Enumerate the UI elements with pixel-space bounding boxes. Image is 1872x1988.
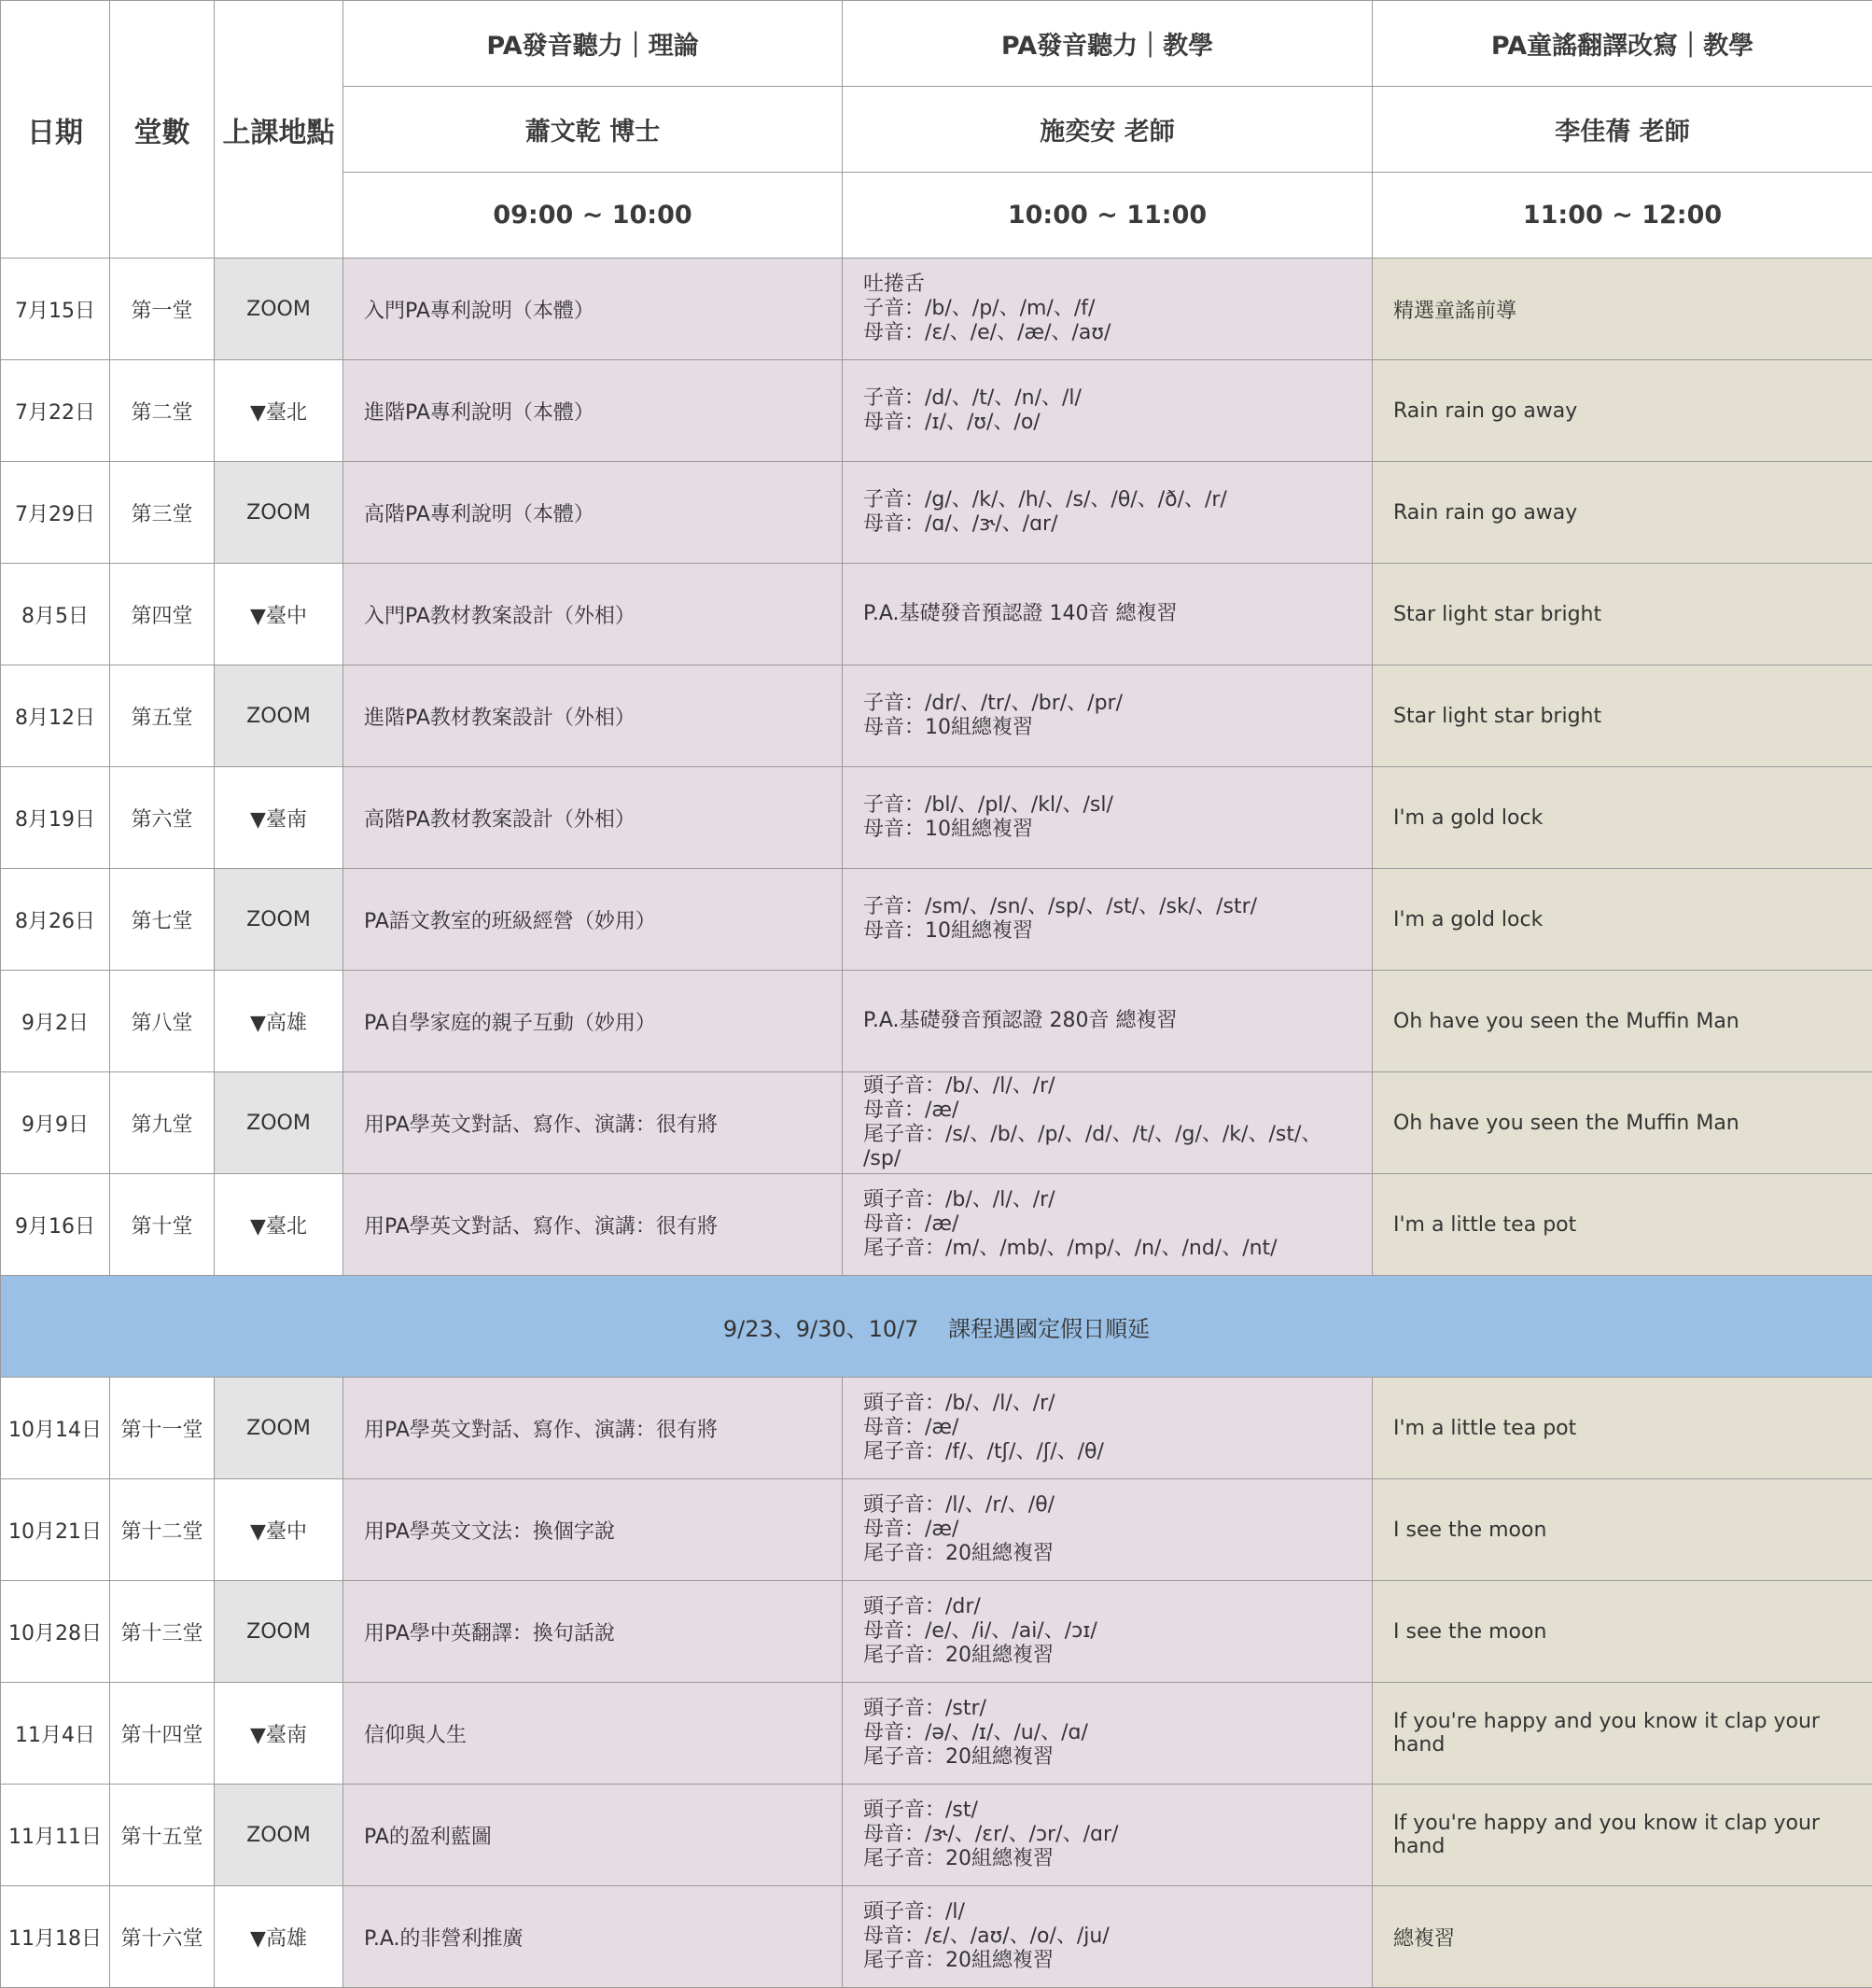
header-rhyme-teacher: 李佳蒨 老師 bbox=[1373, 87, 1872, 173]
teaching-cell bbox=[843, 1479, 1373, 1581]
date-cell: 11月11日 bbox=[1, 1785, 110, 1886]
date-cell: 11月4日 bbox=[1, 1683, 110, 1785]
date-cell: 8月5日 bbox=[1, 564, 110, 665]
teaching-line: 母音：/æ/ bbox=[863, 1212, 959, 1236]
theory-cell: 入門PA專利說明（本體） bbox=[343, 259, 843, 360]
teaching-line: 尾子音：/f/、/tʃ/、/ʃ/、/θ/ bbox=[863, 1440, 1104, 1463]
location-cell: ZOOM bbox=[215, 259, 343, 360]
teaching-cell bbox=[843, 1886, 1373, 1988]
rhyme-cell: I'm a gold lock bbox=[1373, 767, 1872, 869]
session-cell: 第三堂 bbox=[110, 462, 215, 564]
location-cell: ZOOM bbox=[215, 1378, 343, 1479]
teaching-line: 母音：/ɝ/、/ɛr/、/ɔr/、/ɑr/ bbox=[863, 1823, 1119, 1846]
teaching-line: 母音：/æ/ bbox=[863, 1099, 959, 1122]
teaching-cell bbox=[843, 1581, 1373, 1683]
teaching-line: 母音：/æ/ bbox=[863, 1518, 959, 1541]
teaching-line: 子音：/b/、/p/、/m/、/f/ bbox=[863, 297, 1096, 320]
header-teaching-title: PA發音聽力｜教學 bbox=[843, 1, 1373, 87]
teaching-line: 子音：/g/、/k/、/h/、/s/、/θ/、/ð/、/r/ bbox=[863, 488, 1227, 511]
teaching-line: 母音：10組總複習 bbox=[863, 919, 1033, 943]
location-cell: ZOOM bbox=[215, 1785, 343, 1886]
teaching-line: /sp/ bbox=[863, 1147, 901, 1170]
theory-cell: 入門PA教材教案設計（外相） bbox=[343, 564, 843, 665]
header-session: 堂數 bbox=[110, 1, 215, 259]
rhyme-cell: 總複習 bbox=[1373, 1886, 1872, 1988]
rhyme-cell: Star light star bright bbox=[1373, 564, 1872, 665]
rhyme-cell: I'm a gold lock bbox=[1373, 869, 1872, 971]
teaching-line: P.A.基礎發音預認證 140音 總複習 bbox=[863, 602, 1178, 625]
teaching-line: 頭子音：/b/、/l/、/r/ bbox=[863, 1188, 1055, 1211]
theory-cell: 用PA學英文對話、寫作、演講：很有將 bbox=[343, 1174, 843, 1276]
table-row bbox=[1, 1174, 1872, 1276]
table-row bbox=[1, 1479, 1872, 1581]
teaching-line: 母音：/ɑ/、/ɝ/、/ɑr/ bbox=[863, 512, 1058, 536]
session-cell: 第十五堂 bbox=[110, 1785, 215, 1886]
location-cell: ▼臺南 bbox=[215, 767, 343, 869]
table-row bbox=[1, 869, 1872, 971]
teaching-line: 頭子音：/b/、/l/、/r/ bbox=[863, 1074, 1055, 1098]
rhyme-cell: I see the moon bbox=[1373, 1479, 1872, 1581]
teaching-cell bbox=[843, 1785, 1373, 1886]
table-row bbox=[1, 665, 1872, 767]
table-row bbox=[1, 1072, 1872, 1174]
theory-cell: PA語文教室的班級經營（妙用） bbox=[343, 869, 843, 971]
teaching-cell bbox=[843, 767, 1373, 869]
location-cell: ▼臺南 bbox=[215, 1683, 343, 1785]
date-cell: 10月28日 bbox=[1, 1581, 110, 1683]
header-theory-time: 09:00 ~ 10:00 bbox=[343, 173, 843, 259]
teaching-cell bbox=[843, 360, 1373, 462]
teaching-cell bbox=[843, 1683, 1373, 1785]
session-cell: 第八堂 bbox=[110, 971, 215, 1072]
table-row bbox=[1, 1378, 1872, 1479]
location-cell: ZOOM bbox=[215, 1581, 343, 1683]
table-row bbox=[1, 1785, 1872, 1886]
location-cell: ▼高雄 bbox=[215, 971, 343, 1072]
table-row bbox=[1, 462, 1872, 564]
table-row bbox=[1, 971, 1872, 1072]
date-cell: 8月12日 bbox=[1, 665, 110, 767]
date-cell: 9月16日 bbox=[1, 1174, 110, 1276]
location-cell: ZOOM bbox=[215, 665, 343, 767]
teaching-line: 子音：/dr/、/tr/、/br/、/pr/ bbox=[863, 692, 1123, 715]
teaching-line: 母音：/æ/ bbox=[863, 1416, 959, 1439]
holiday-notice: 9/23、9/30、10/7 課程遇國定假日順延 bbox=[1, 1276, 1872, 1378]
location-cell: ▼臺北 bbox=[215, 360, 343, 462]
rhyme-cell: Rain rain go away bbox=[1373, 360, 1872, 462]
date-cell: 9月9日 bbox=[1, 1072, 110, 1174]
teaching-cell bbox=[843, 259, 1373, 360]
date-cell: 7月15日 bbox=[1, 259, 110, 360]
session-cell: 第五堂 bbox=[110, 665, 215, 767]
teaching-line: 頭子音：/b/、/l/、/r/ bbox=[863, 1392, 1055, 1415]
location-cell: ▼臺中 bbox=[215, 1479, 343, 1581]
teaching-line: 頭子音：/l/、/r/、/θ/ bbox=[863, 1493, 1055, 1517]
teaching-line: 尾子音：/m/、/mb/、/mp/、/n/、/nd/、/nt/ bbox=[863, 1237, 1278, 1260]
table-row bbox=[1, 767, 1872, 869]
theory-cell: PA自學家庭的親子互動（妙用） bbox=[343, 971, 843, 1072]
location-cell: ZOOM bbox=[215, 869, 343, 971]
teaching-line: 尾子音：20組總複習 bbox=[863, 1847, 1054, 1870]
rhyme-cell: I see the moon bbox=[1373, 1581, 1872, 1683]
date-cell: 10月21日 bbox=[1, 1479, 110, 1581]
date-cell: 8月26日 bbox=[1, 869, 110, 971]
date-cell: 8月19日 bbox=[1, 767, 110, 869]
teaching-cell bbox=[843, 869, 1373, 971]
teaching-line: 頭子音：/str/ bbox=[863, 1697, 986, 1720]
teaching-line: 母音：/ə/、/ɪ/、/u/、/ɑ/ bbox=[863, 1721, 1088, 1744]
rhyme-cell: I'm a little tea pot bbox=[1373, 1174, 1872, 1276]
teaching-line: 母音：/e/、/i/、/ai/、/ɔɪ/ bbox=[863, 1619, 1097, 1643]
teaching-line: 尾子音：20組總複習 bbox=[863, 1542, 1054, 1565]
date-cell: 11月18日 bbox=[1, 1886, 110, 1988]
teaching-line: 子音：/bl/、/pl/、/kl/、/sl/ bbox=[863, 793, 1113, 817]
theory-cell: PA的盈利藍圖 bbox=[343, 1785, 843, 1886]
teaching-cell bbox=[843, 971, 1373, 1072]
rhyme-cell: Star light star bright bbox=[1373, 665, 1872, 767]
header-rhyme-time: 11:00 ~ 12:00 bbox=[1373, 173, 1872, 259]
header-theory-title: PA發音聽力｜理論 bbox=[343, 1, 843, 87]
header-teaching-time: 10:00 ~ 11:00 bbox=[843, 173, 1373, 259]
theory-cell: 信仰與人生 bbox=[343, 1683, 843, 1785]
session-cell: 第十一堂 bbox=[110, 1378, 215, 1479]
theory-cell: 進階PA教材教案設計（外相） bbox=[343, 665, 843, 767]
theory-cell: 高階PA教材教案設計（外相） bbox=[343, 767, 843, 869]
teaching-line: 子音：/d/、/t/、/n/、/l/ bbox=[863, 386, 1082, 410]
rhyme-cell: Oh have you seen the Muffin Man bbox=[1373, 1072, 1872, 1174]
theory-cell: 用PA學英文對話、寫作、演講：很有將 bbox=[343, 1072, 843, 1174]
theory-cell: 進階PA專利說明（本體） bbox=[343, 360, 843, 462]
schedule-body-first bbox=[1, 259, 1872, 1276]
table-row bbox=[1, 1886, 1872, 1988]
teaching-line: 頭子音：/st/ bbox=[863, 1799, 978, 1822]
session-cell: 第十六堂 bbox=[110, 1886, 215, 1988]
teaching-line: P.A.基礎發音預認證 280音 總複習 bbox=[863, 1009, 1178, 1032]
teaching-line: 母音：/ɪ/、/ʊ/、/o/ bbox=[863, 411, 1041, 434]
session-cell: 第十堂 bbox=[110, 1174, 215, 1276]
date-cell: 7月29日 bbox=[1, 462, 110, 564]
table-row bbox=[1, 564, 1872, 665]
rhyme-cell: Rain rain go away bbox=[1373, 462, 1872, 564]
rhyme-cell: I'm a little tea pot bbox=[1373, 1378, 1872, 1479]
table-row bbox=[1, 1683, 1872, 1785]
teaching-line: 子音：/sm/、/sn/、/sp/、/st/、/sk/、/str/ bbox=[863, 895, 1258, 918]
rhyme-cell: Oh have you seen the Muffin Man bbox=[1373, 971, 1872, 1072]
schedule-break-section bbox=[1, 1276, 1872, 1378]
session-cell: 第一堂 bbox=[110, 259, 215, 360]
theory-cell: 高階PA專利說明（本體） bbox=[343, 462, 843, 564]
theory-cell: 用PA學中英翻譯：換句話說 bbox=[343, 1581, 843, 1683]
location-cell: ZOOM bbox=[215, 1072, 343, 1174]
schedule-body-second bbox=[1, 1378, 1872, 1988]
location-cell: ZOOM bbox=[215, 462, 343, 564]
session-cell: 第十二堂 bbox=[110, 1479, 215, 1581]
rhyme-cell: If you're happy and you know it clap your hand bbox=[1373, 1683, 1872, 1785]
teaching-line: 頭子音：/l/ bbox=[863, 1900, 965, 1924]
session-cell: 第二堂 bbox=[110, 360, 215, 462]
session-cell: 第四堂 bbox=[110, 564, 215, 665]
date-cell: 7月22日 bbox=[1, 360, 110, 462]
header-date: 日期 bbox=[1, 1, 110, 259]
teaching-cell bbox=[843, 665, 1373, 767]
teaching-line: 母音：10組總複習 bbox=[863, 716, 1033, 739]
session-cell: 第七堂 bbox=[110, 869, 215, 971]
teaching-cell bbox=[843, 1378, 1373, 1479]
teaching-line: 母音：10組總複習 bbox=[863, 818, 1033, 841]
theory-cell: P.A.的非營利推廣 bbox=[343, 1886, 843, 1988]
session-cell: 第六堂 bbox=[110, 767, 215, 869]
header-location: 上課地點 bbox=[215, 1, 343, 259]
teaching-line: 吐捲舌 bbox=[863, 273, 926, 296]
table-row bbox=[1, 259, 1872, 360]
teaching-line: 頭子音：/dr/ bbox=[863, 1595, 981, 1618]
header-theory-teacher: 蕭文乾 博士 bbox=[343, 87, 843, 173]
teaching-cell bbox=[843, 564, 1373, 665]
session-cell: 第九堂 bbox=[110, 1072, 215, 1174]
teaching-line: 母音：/ɛ/、/e/、/æ/、/aʊ/ bbox=[863, 321, 1111, 344]
teaching-cell bbox=[843, 1072, 1373, 1174]
session-cell: 第十三堂 bbox=[110, 1581, 215, 1683]
theory-cell: 用PA學英文對話、寫作、演講：很有將 bbox=[343, 1378, 843, 1479]
rhyme-cell: 精選童謠前導 bbox=[1373, 259, 1872, 360]
session-cell: 第十四堂 bbox=[110, 1683, 215, 1785]
location-cell: ▼高雄 bbox=[215, 1886, 343, 1988]
teaching-line: 尾子音：20組總複習 bbox=[863, 1644, 1054, 1667]
teaching-line: 母音：/ɛ/、/aʊ/、/o/、/ju/ bbox=[863, 1925, 1110, 1948]
header-teaching-teacher: 施奕安 老師 bbox=[843, 87, 1373, 173]
rhyme-cell: If you're happy and you know it clap your hand bbox=[1373, 1785, 1872, 1886]
date-cell: 9月2日 bbox=[1, 971, 110, 1072]
header-rhyme-title: PA童謠翻譯改寫｜教學 bbox=[1373, 1, 1872, 87]
location-cell: ▼臺中 bbox=[215, 564, 343, 665]
theory-cell: 用PA學英文文法：換個字說 bbox=[343, 1479, 843, 1581]
teaching-cell bbox=[843, 1174, 1373, 1276]
location-cell: ▼臺北 bbox=[215, 1174, 343, 1276]
table-row bbox=[1, 360, 1872, 462]
teaching-line: 尾子音：20組總複習 bbox=[863, 1949, 1054, 1972]
date-cell: 10月14日 bbox=[1, 1378, 110, 1479]
teaching-line: 尾子音：/s/、/b/、/p/、/d/、/t/、/g/、/k/、/st/、 bbox=[863, 1123, 1322, 1146]
table-row bbox=[1, 1581, 1872, 1683]
teaching-line: 尾子音：20組總複習 bbox=[863, 1745, 1054, 1769]
teaching-cell bbox=[843, 462, 1373, 564]
